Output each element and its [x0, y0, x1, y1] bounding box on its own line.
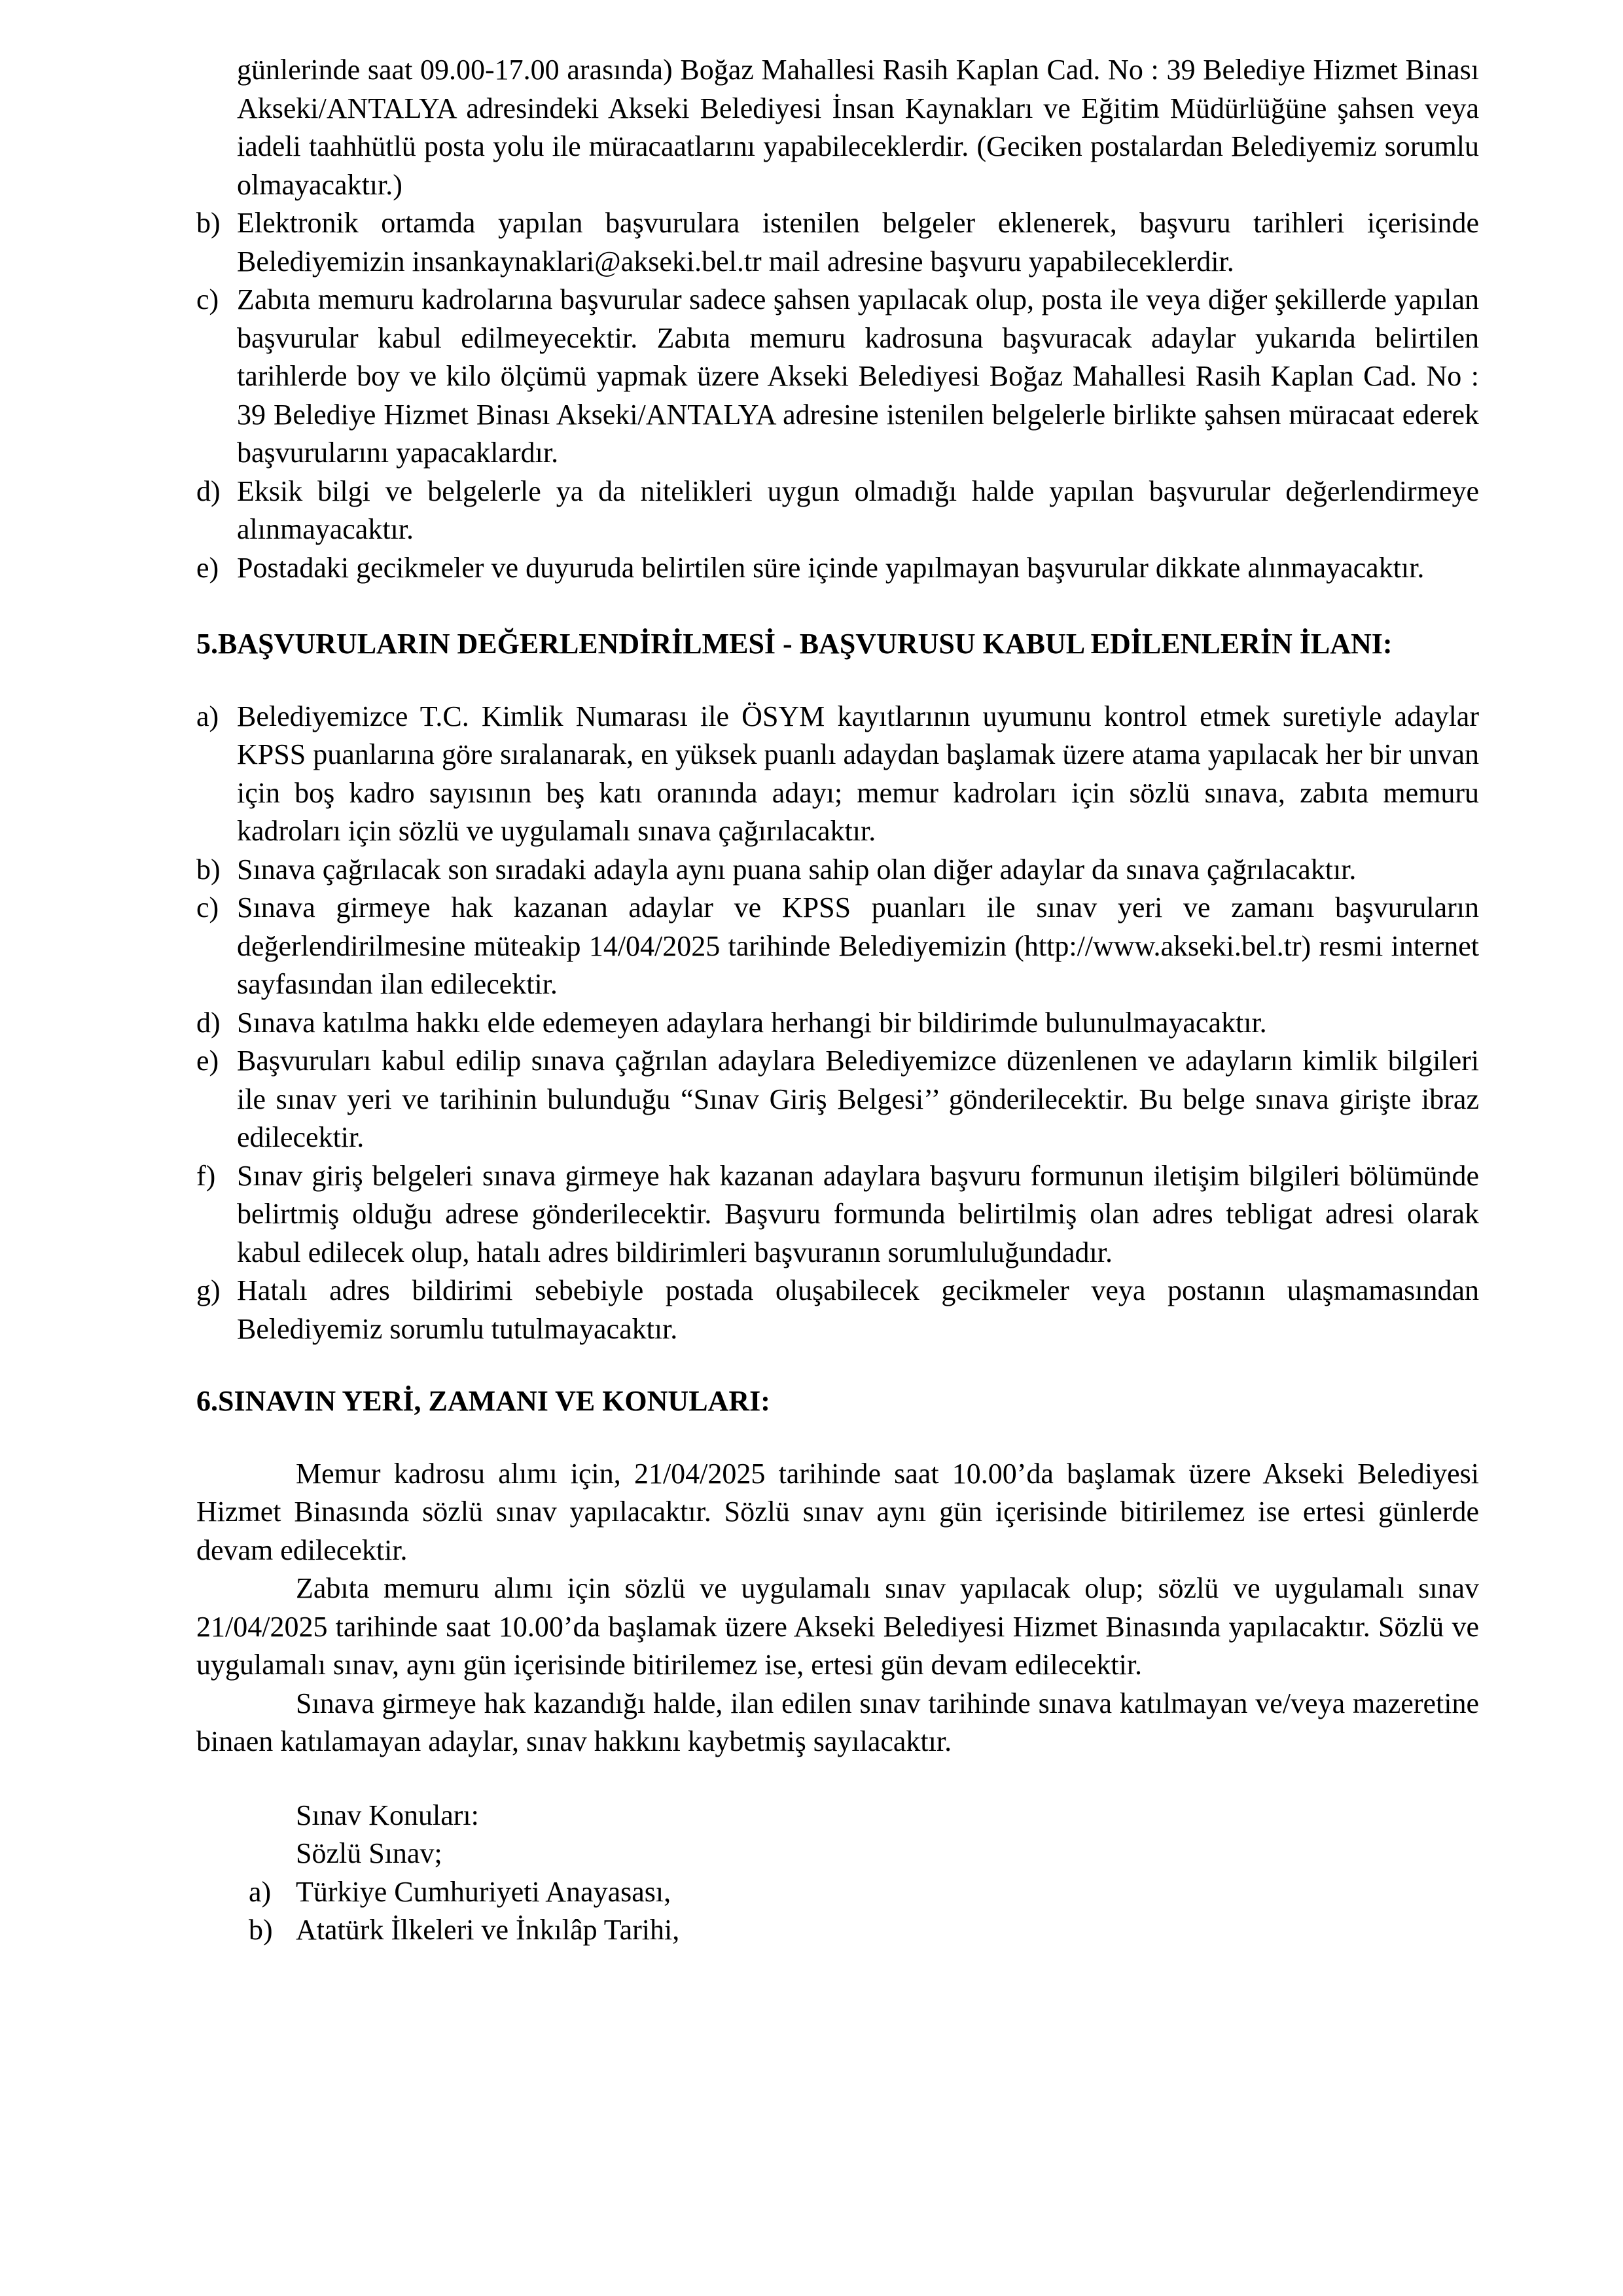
list-item-text: Sınava çağrılacak son sıradaki adayla aynı puana sahip olan diğer adaylar da sınava çağrılacaktır.: [237, 853, 1357, 886]
list-item-text: Zabıta memuru kadrolarına başvurular sadece şahsen yapılacak olup, posta ile veya diğer şekillerde yapılan başvurular kabul edilmeyecektir. Zabıta memuru kadrosuna başvuracak adaylar yukarıda belirtilen tarihlerde boy ve kilo ölçümü yapmak üzere Akseki Belediyesi Boğaz Mahallesi Rasih Kaplan Cad. No : 39 Belediye Hizmet Binası Akseki/ANTALYA adresine istenilen belgelerle birlikte şahsen müracaat ederek başvurularını yapacaklardır.: [237, 283, 1479, 469]
list-item-text: Başvuruları kabul edilip sınava çağrılan adaylara Belediyemizce düzenlenen ve adayların kimlik bilgileri ile sınav yeri ve tarihinin bulunduğu “Sınav Giriş Belgesi’’ gönderilecektir. Bu belge sınava girişte ibraz edilecektir.: [237, 1045, 1479, 1153]
list-item: [196, 281, 1479, 473]
list-marker: c): [196, 891, 219, 924]
list-marker: e): [196, 551, 219, 584]
list-marker: a): [196, 700, 219, 732]
list-marker: g): [196, 1274, 221, 1306]
list-marker: b): [196, 207, 221, 239]
list-item: [196, 549, 1479, 588]
list-item: [196, 1004, 1479, 1043]
list-item: [196, 889, 1479, 1004]
list-item: [196, 204, 1479, 281]
list-item: [196, 851, 1479, 889]
list-item-text: Sınava katılma hakkı elde edemeyen adaylara herhangi bir bildirimde bulunulmayacaktır.: [237, 1006, 1267, 1039]
list-marker: d): [196, 475, 221, 507]
list-item-text: Hatalı adres bildirimi sebebiyle postada oluşabilecek gecikmeler veya postanın ulaşmamasından Belediyemiz sorumlu tutulmayacaktır.: [237, 1274, 1479, 1345]
list-item: [196, 1042, 1479, 1157]
list-item-text: Atatürk İlkeleri ve İnkılâp Tarihi,: [296, 1914, 680, 1946]
document-page: [196, 51, 1479, 1950]
list-marker: d): [196, 1006, 221, 1039]
paragraph: Zabıta memuru alımı için sözlü ve uygulamalı sınav yapılacak olup; sözlü ve uygulamalı sınav 21/04/2025 tarihinde saat 10.00’da başlamak üzere Akseki Belediyesi Hizmet Binasında yapılacaktır. Sözlü ve uygulamalı sınav, aynı gün içerisinde bitirilemez ise, ertesi gün devam edilecektir.: [196, 1572, 1479, 1681]
list-marker: a): [249, 1875, 272, 1908]
list-marker: b): [249, 1914, 273, 1946]
list-marker: c): [196, 283, 219, 315]
intro-paragraph: günlerinde saat 09.00-17.00 arasında) Boğaz Mahallesi Rasih Kaplan Cad. No : 39 Belediye Hizmet Binası Akseki/ANTALYA adresindeki Akseki Belediyesi İnsan Kaynakları ve Eğitim Müdürlüğüne şahsen veya iadeli taahhütlü posta yolu ile müracaatlarını yapabileceklerdir. (Geciken postalardan Belediyemiz sorumlu olmayacaktır.): [237, 54, 1479, 201]
list-item: [196, 698, 1479, 851]
paragraph: Memur kadrosu alımı için, 21/04/2025 tarihinde saat 10.00’da başlamak üzere Akseki Belediyesi Hizmet Binasında sözlü sınav yapılacaktır. Sözlü sınav aynı gün içerisinde bitirilemez ise ertesi günlerde devam edilecektir.: [196, 1457, 1479, 1566]
list-item-text: Postadaki gecikmeler ve duyuruda belirtilen süre içinde yapılmayan başvurular dikkate alınmayacaktır.: [237, 551, 1425, 584]
list-marker: b): [196, 853, 221, 886]
section-5-heading: 5.BAŞVURULARIN DEĞERLENDİRİLMESİ - BAŞVURUSU KABUL EDİLENLERİN İLANI:: [196, 628, 1393, 660]
list-item: [196, 1873, 1479, 1912]
list-item: [196, 1911, 1479, 1950]
exam-topics: [196, 1797, 1479, 1950]
list-item-text: Türkiye Cumhuriyeti Anayasası,: [296, 1875, 671, 1908]
list-item-text: Sınav giriş belgeleri sınava girmeye hak kazanan adaylara başvuru formunun iletişim bilgileri bölümünde belirtmiş olduğu adrese gönderilecektir. Başvuru formunda belirtilmiş olan adres tebligat adresi olarak kabul edilecek olup, hatalı adres bildirimleri başvuranın sorumluluğundadır.: [237, 1159, 1479, 1268]
list-marker: e): [196, 1045, 219, 1077]
exam-topics-label: Sınav Konuları:: [296, 1799, 479, 1831]
list-item: [196, 1272, 1479, 1348]
list-item-text: Elektronik ortamda yapılan başvurulara istenilen belgeler eklenerek, başvuru tarihleri içerisinde Belediyemizin insankaynaklari@akseki.bel.tr mail adresine başvuru yapabileceklerdir.: [237, 207, 1479, 278]
list-item-text: Eksik bilgi ve belgelerle ya da nitelikleri uygun olmadığı halde yapılan başvurular değerlendirmeye alınmayacaktır.: [237, 475, 1479, 545]
paragraph: Sınava girmeye hak kazandığı halde, ilan edilen sınav tarihinde sınava katılmayan ve/veya mazeretine binaen katılamayan adaylar, sınav hakkını kaybetmiş sayılacaktır.: [196, 1687, 1479, 1757]
section-6-heading: 6.SINAVIN YERİ, ZAMANI VE KONULARI:: [196, 1385, 770, 1417]
oral-exam-label: Sözlü Sınav;: [296, 1837, 442, 1869]
list-item: [196, 1157, 1479, 1272]
list-marker: f): [196, 1159, 216, 1192]
list-item: [196, 473, 1479, 549]
list-item-text: Belediyemizce T.C. Kimlik Numarası ile ÖSYM kayıtlarının uyumunu kontrol etmek suretiyle adaylar KPSS puanlarına göre sıralanarak, en yüksek puanlı adaydan başlamak üzere atama yapılacak her bir unvan için boş kadro sayısının beş katı oranında adayı; memur kadroları için sözlü sınava, zabıta memuru kadroları için sözlü ve uygulamalı sınava çağırılacaktır.: [237, 700, 1479, 847]
list-item-text: Sınava girmeye hak kazanan adaylar ve KPSS puanları ile sınav yeri ve zamanı başvuruların değerlendirilmesine müteakip 14/04/2025 tarihinde Belediyemizin (http://www.akseki.bel.tr) resmi internet sayfasından ilan edilecektir.: [237, 891, 1479, 1000]
